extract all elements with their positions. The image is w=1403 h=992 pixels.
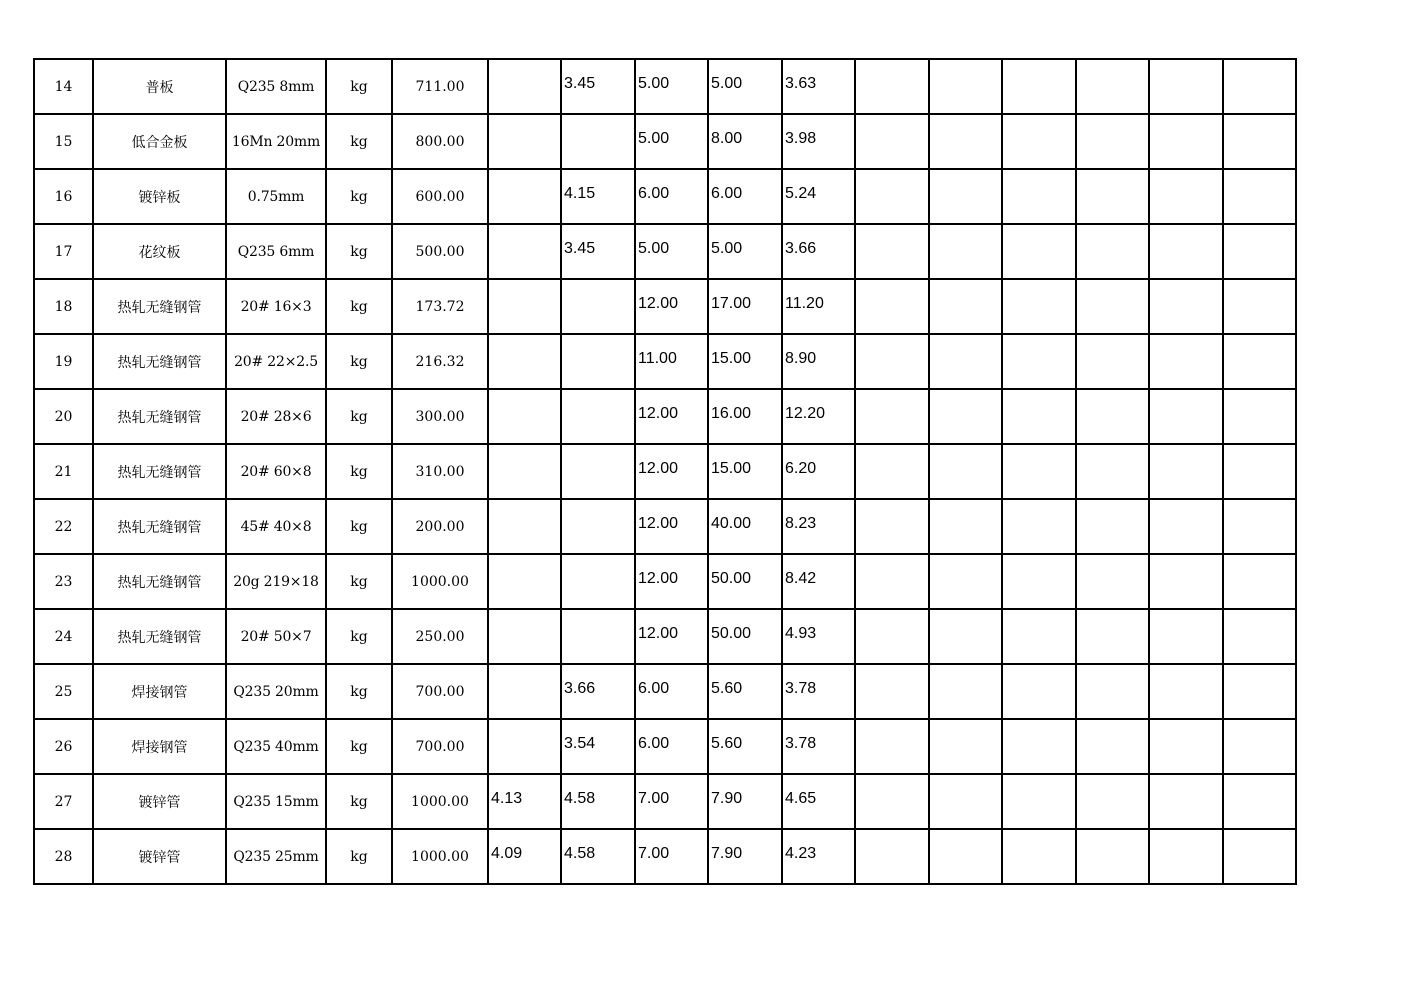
cell-qty: 1000.00 [392, 554, 488, 609]
cell-empty [855, 279, 929, 334]
cell-price-2 [561, 389, 635, 444]
table-row [34, 829, 1296, 884]
cell-empty [855, 169, 929, 224]
cell-empty [1149, 444, 1223, 499]
cell-price-2 [561, 334, 635, 389]
table-row [34, 279, 1296, 334]
cell-name: 花纹板 [93, 224, 226, 279]
cell-price-3: 7.00 [635, 829, 708, 884]
cell-price-1 [488, 444, 561, 499]
cell-empty [1002, 554, 1076, 609]
cell-empty [855, 774, 929, 829]
cell-price-4: 40.00 [708, 499, 782, 554]
cell-price-2: 4.58 [561, 829, 635, 884]
cell-empty [1002, 609, 1076, 664]
cell-price-2: 3.66 [561, 664, 635, 719]
cell-price-5: 8.23 [782, 499, 855, 554]
cell-empty [929, 59, 1002, 114]
table-row [34, 224, 1296, 279]
cell-empty [929, 664, 1002, 719]
table-row [34, 169, 1296, 224]
cell-price-5: 8.42 [782, 554, 855, 609]
cell-empty [1002, 224, 1076, 279]
cell-price-5: 3.66 [782, 224, 855, 279]
cell-empty [1223, 554, 1296, 609]
cell-unit: kg [326, 719, 392, 774]
cell-spec: Q235 20mm [226, 664, 326, 719]
cell-empty [1223, 224, 1296, 279]
cell-price-1 [488, 114, 561, 169]
cell-price-4: 5.00 [708, 59, 782, 114]
cell-empty [1149, 609, 1223, 664]
cell-empty [855, 114, 929, 169]
cell-unit: kg [326, 774, 392, 829]
cell-spec: 20# 28×6 [226, 389, 326, 444]
cell-no: 28 [34, 829, 93, 884]
cell-empty [929, 554, 1002, 609]
cell-no: 27 [34, 774, 93, 829]
cell-empty [929, 719, 1002, 774]
cell-price-4: 5.00 [708, 224, 782, 279]
cell-name: 热轧无缝钢管 [93, 389, 226, 444]
table-row [34, 114, 1296, 169]
cell-price-2 [561, 609, 635, 664]
cell-price-5: 12.20 [782, 389, 855, 444]
cell-price-5: 3.63 [782, 59, 855, 114]
cell-price-2 [561, 554, 635, 609]
cell-price-1 [488, 334, 561, 389]
cell-spec: Q235 15mm [226, 774, 326, 829]
cell-price-3: 6.00 [635, 664, 708, 719]
cell-empty [929, 389, 1002, 444]
cell-empty [1002, 169, 1076, 224]
cell-qty: 1000.00 [392, 829, 488, 884]
cell-price-4: 16.00 [708, 389, 782, 444]
cell-unit: kg [326, 389, 392, 444]
cell-name: 热轧无缝钢管 [93, 554, 226, 609]
cell-no: 24 [34, 609, 93, 664]
cell-empty [855, 829, 929, 884]
cell-spec: Q235 6mm [226, 224, 326, 279]
cell-qty: 216.32 [392, 334, 488, 389]
cell-spec: 20# 60×8 [226, 444, 326, 499]
cell-empty [1223, 59, 1296, 114]
table-row [34, 334, 1296, 389]
cell-empty [1149, 554, 1223, 609]
cell-price-2 [561, 444, 635, 499]
cell-price-1 [488, 554, 561, 609]
cell-qty: 310.00 [392, 444, 488, 499]
cell-price-1 [488, 224, 561, 279]
cell-price-3: 12.00 [635, 444, 708, 499]
cell-spec: 16Mn 20mm [226, 114, 326, 169]
cell-price-1 [488, 169, 561, 224]
cell-no: 26 [34, 719, 93, 774]
cell-empty [1223, 334, 1296, 389]
cell-no: 15 [34, 114, 93, 169]
cell-empty [855, 719, 929, 774]
cell-price-1 [488, 59, 561, 114]
table-row [34, 59, 1296, 114]
cell-price-2: 3.45 [561, 224, 635, 279]
cell-price-5: 4.93 [782, 609, 855, 664]
cell-empty [1223, 499, 1296, 554]
table-row [34, 664, 1296, 719]
cell-empty [1002, 114, 1076, 169]
cell-qty: 800.00 [392, 114, 488, 169]
cell-empty [855, 224, 929, 279]
cell-name: 镀锌板 [93, 169, 226, 224]
table-row [34, 774, 1296, 829]
cell-unit: kg [326, 59, 392, 114]
cell-price-4: 7.90 [708, 774, 782, 829]
cell-no: 19 [34, 334, 93, 389]
cell-empty [1223, 774, 1296, 829]
cell-no: 14 [34, 59, 93, 114]
cell-empty [855, 59, 929, 114]
cell-empty [1149, 224, 1223, 279]
cell-price-4: 8.00 [708, 114, 782, 169]
cell-name: 热轧无缝钢管 [93, 499, 226, 554]
price-table-sheet [33, 58, 1297, 885]
cell-price-5: 3.98 [782, 114, 855, 169]
cell-empty [929, 609, 1002, 664]
cell-unit: kg [326, 169, 392, 224]
cell-empty [1002, 664, 1076, 719]
cell-spec: Q235 40mm [226, 719, 326, 774]
cell-price-3: 12.00 [635, 499, 708, 554]
cell-price-3: 6.00 [635, 169, 708, 224]
cell-price-4: 50.00 [708, 609, 782, 664]
cell-price-2 [561, 499, 635, 554]
cell-price-2: 3.45 [561, 59, 635, 114]
cell-unit: kg [326, 224, 392, 279]
cell-price-3: 12.00 [635, 389, 708, 444]
cell-empty [1076, 279, 1149, 334]
cell-price-4: 6.00 [708, 169, 782, 224]
cell-qty: 300.00 [392, 389, 488, 444]
cell-price-4: 15.00 [708, 444, 782, 499]
cell-empty [1149, 774, 1223, 829]
cell-empty [1002, 444, 1076, 499]
cell-empty [1149, 829, 1223, 884]
cell-no: 17 [34, 224, 93, 279]
cell-empty [1002, 499, 1076, 554]
cell-price-3: 11.00 [635, 334, 708, 389]
cell-empty [1076, 609, 1149, 664]
cell-price-4: 50.00 [708, 554, 782, 609]
cell-empty [1076, 169, 1149, 224]
cell-price-3: 12.00 [635, 609, 708, 664]
cell-empty [1076, 719, 1149, 774]
cell-empty [855, 334, 929, 389]
cell-price-5: 4.65 [782, 774, 855, 829]
cell-name: 热轧无缝钢管 [93, 279, 226, 334]
cell-empty [929, 279, 1002, 334]
cell-empty [1076, 554, 1149, 609]
cell-spec: 20g 219×18 [226, 554, 326, 609]
cell-no: 16 [34, 169, 93, 224]
cell-empty [929, 334, 1002, 389]
cell-price-4: 7.90 [708, 829, 782, 884]
cell-price-2: 4.58 [561, 774, 635, 829]
cell-empty [1223, 389, 1296, 444]
cell-empty [1223, 609, 1296, 664]
cell-qty: 173.72 [392, 279, 488, 334]
cell-empty [1002, 389, 1076, 444]
cell-empty [929, 774, 1002, 829]
cell-price-3: 5.00 [635, 224, 708, 279]
cell-price-2 [561, 114, 635, 169]
cell-empty [1149, 114, 1223, 169]
cell-empty [929, 829, 1002, 884]
cell-price-1 [488, 499, 561, 554]
cell-price-5: 11.20 [782, 279, 855, 334]
cell-empty [1223, 279, 1296, 334]
cell-price-5: 5.24 [782, 169, 855, 224]
cell-empty [1223, 719, 1296, 774]
cell-empty [1149, 59, 1223, 114]
table-row [34, 499, 1296, 554]
cell-name: 热轧无缝钢管 [93, 609, 226, 664]
cell-empty [1002, 719, 1076, 774]
cell-price-1: 4.09 [488, 829, 561, 884]
cell-price-1 [488, 389, 561, 444]
cell-price-4: 5.60 [708, 664, 782, 719]
cell-empty [855, 444, 929, 499]
cell-no: 18 [34, 279, 93, 334]
cell-price-4: 5.60 [708, 719, 782, 774]
cell-empty [1002, 59, 1076, 114]
cell-qty: 200.00 [392, 499, 488, 554]
cell-empty [855, 389, 929, 444]
cell-empty [1149, 279, 1223, 334]
cell-empty [1002, 334, 1076, 389]
cell-spec: 20# 16×3 [226, 279, 326, 334]
cell-qty: 500.00 [392, 224, 488, 279]
cell-price-3: 5.00 [635, 59, 708, 114]
cell-empty [855, 664, 929, 719]
cell-price-1 [488, 609, 561, 664]
cell-price-5: 6.20 [782, 444, 855, 499]
cell-empty [1076, 664, 1149, 719]
cell-name: 焊接钢管 [93, 719, 226, 774]
cell-empty [1223, 444, 1296, 499]
cell-empty [855, 609, 929, 664]
cell-name: 热轧无缝钢管 [93, 444, 226, 499]
cell-name: 焊接钢管 [93, 664, 226, 719]
cell-spec: 45# 40×8 [226, 499, 326, 554]
cell-empty [929, 444, 1002, 499]
table-row [34, 444, 1296, 499]
cell-empty [929, 169, 1002, 224]
cell-empty [1076, 389, 1149, 444]
cell-empty [1223, 664, 1296, 719]
cell-empty [1002, 829, 1076, 884]
cell-qty: 1000.00 [392, 774, 488, 829]
cell-qty: 700.00 [392, 664, 488, 719]
cell-price-4: 17.00 [708, 279, 782, 334]
cell-empty [929, 499, 1002, 554]
cell-unit: kg [326, 499, 392, 554]
cell-empty [855, 499, 929, 554]
cell-price-2 [561, 279, 635, 334]
cell-name: 低合金板 [93, 114, 226, 169]
cell-empty [1149, 499, 1223, 554]
cell-price-1 [488, 279, 561, 334]
cell-empty [1149, 719, 1223, 774]
table-row [34, 719, 1296, 774]
cell-name: 镀锌管 [93, 829, 226, 884]
cell-qty: 600.00 [392, 169, 488, 224]
cell-price-5: 4.23 [782, 829, 855, 884]
cell-empty [1149, 169, 1223, 224]
cell-empty [1149, 334, 1223, 389]
cell-no: 20 [34, 389, 93, 444]
cell-unit: kg [326, 114, 392, 169]
cell-empty [1076, 499, 1149, 554]
cell-price-1 [488, 664, 561, 719]
cell-empty [1002, 774, 1076, 829]
cell-unit: kg [326, 279, 392, 334]
cell-empty [1076, 114, 1149, 169]
cell-no: 21 [34, 444, 93, 499]
cell-empty [855, 554, 929, 609]
cell-price-1: 4.13 [488, 774, 561, 829]
cell-qty: 700.00 [392, 719, 488, 774]
cell-price-3: 7.00 [635, 774, 708, 829]
cell-empty [1223, 114, 1296, 169]
cell-price-5: 8.90 [782, 334, 855, 389]
cell-price-3: 12.00 [635, 279, 708, 334]
cell-empty [1076, 334, 1149, 389]
cell-price-3: 6.00 [635, 719, 708, 774]
cell-price-1 [488, 719, 561, 774]
cell-price-4: 15.00 [708, 334, 782, 389]
price-table [33, 58, 1297, 885]
cell-empty [1149, 389, 1223, 444]
cell-empty [1149, 664, 1223, 719]
cell-name: 普板 [93, 59, 226, 114]
cell-empty [929, 114, 1002, 169]
cell-price-5: 3.78 [782, 664, 855, 719]
cell-spec: Q235 25mm [226, 829, 326, 884]
cell-empty [1223, 169, 1296, 224]
table-row [34, 389, 1296, 444]
cell-empty [1223, 829, 1296, 884]
table-row [34, 554, 1296, 609]
cell-price-5: 3.78 [782, 719, 855, 774]
cell-empty [1076, 59, 1149, 114]
cell-empty [1076, 829, 1149, 884]
cell-price-2: 4.15 [561, 169, 635, 224]
table-body [34, 59, 1296, 884]
cell-empty [929, 224, 1002, 279]
cell-spec: 20# 22×2.5 [226, 334, 326, 389]
table-row [34, 609, 1296, 664]
cell-qty: 250.00 [392, 609, 488, 664]
cell-unit: kg [326, 664, 392, 719]
cell-price-2: 3.54 [561, 719, 635, 774]
cell-unit: kg [326, 334, 392, 389]
cell-name: 镀锌管 [93, 774, 226, 829]
cell-unit: kg [326, 609, 392, 664]
cell-empty [1076, 444, 1149, 499]
cell-spec: Q235 8mm [226, 59, 326, 114]
cell-name: 热轧无缝钢管 [93, 334, 226, 389]
cell-no: 22 [34, 499, 93, 554]
cell-unit: kg [326, 554, 392, 609]
cell-empty [1002, 279, 1076, 334]
cell-empty [1076, 774, 1149, 829]
cell-no: 23 [34, 554, 93, 609]
cell-qty: 711.00 [392, 59, 488, 114]
cell-unit: kg [326, 444, 392, 499]
cell-price-3: 12.00 [635, 554, 708, 609]
cell-spec: 0.75mm [226, 169, 326, 224]
cell-spec: 20# 50×7 [226, 609, 326, 664]
cell-unit: kg [326, 829, 392, 884]
cell-price-3: 5.00 [635, 114, 708, 169]
cell-empty [1076, 224, 1149, 279]
cell-no: 25 [34, 664, 93, 719]
